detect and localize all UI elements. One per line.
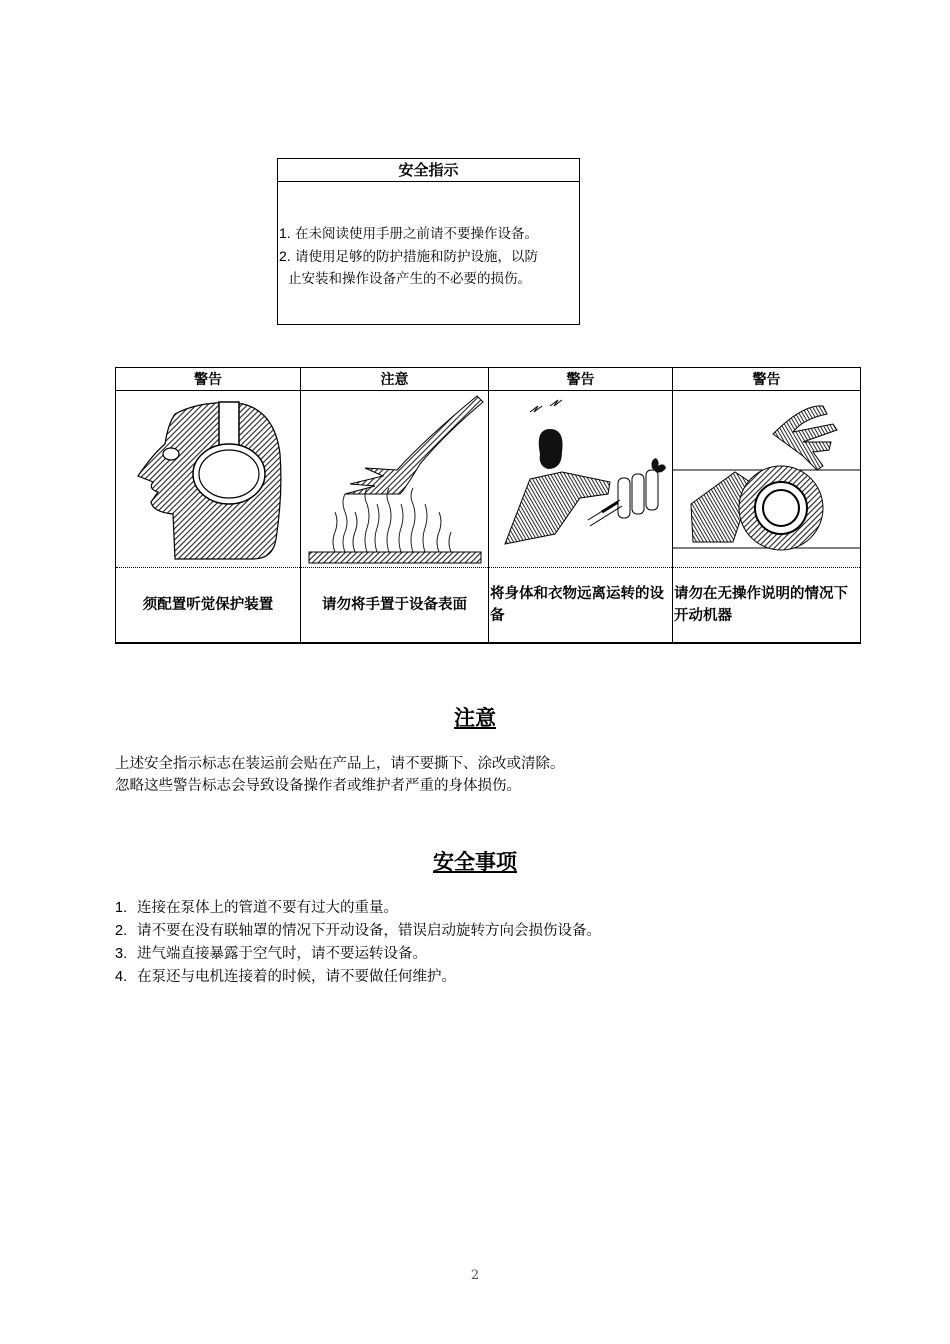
safety-list [115,897,601,989]
list-item: 3. 进气端直接暴露于空气时，请不要运转设备。 [115,946,427,962]
caution-line: 上述安全指示标志在装运前会贴在产品上，请不要撕下、涂改或清除。 [115,756,565,772]
instruction-item-continuation: 止安装和操作设备产生的不必要的损伤。 [288,271,531,287]
list-item: 1. 连接在泵体上的管道不要有过大的重量。 [115,900,398,916]
warning-header: 警告 [489,368,673,391]
hearing-protection-icon [133,394,283,564]
hot-surface-icon [305,394,485,564]
safety-instructions-box [277,158,580,325]
hearing-protection-cell [116,391,301,568]
roller-hand-hazard-icon [673,394,861,564]
caution-text [115,753,565,797]
rotating-machinery-cell [489,391,673,568]
roller-hand-hazard-caption: 请勿在无操作说明的情况下开动机器 [673,568,861,644]
page-number: 2 [470,1268,480,1283]
hearing-protection-caption: 须配置听觉保护装置 [116,568,301,644]
roller-hand-hazard-cell [673,391,861,568]
hot-surface-caption: 请勿将手置于设备表面 [301,568,489,644]
caution-line: 忽略这些警告标志会导致设备操作者或维护者严重的身体损伤。 [115,778,521,794]
caution-heading: 注意 [454,706,496,730]
warning-header: 警告 [673,368,861,391]
hot-surface-cell [301,391,489,568]
safety-heading: 安全事项 [433,850,517,874]
safety-instructions-body [278,182,579,290]
instruction-item: 1. 在未阅读使用手册之前请不要操作设备。 [279,225,538,242]
list-item: 4. 在泵还与电机连接着的时候，请不要做任何维护。 [115,969,456,985]
warning-signs-table [115,367,861,644]
list-item: 2. 请不要在没有联轴罩的情况下开动设备，错误启动旋转方向会损伤设备。 [115,923,601,939]
warning-header: 警告 [116,368,301,391]
instruction-item: 2. 请使用足够的防护措施和防护设施，以防 [279,248,538,265]
rotating-machinery-caption: 将身体和衣物远离运转的设备 [489,568,673,644]
rotating-machinery-icon [490,394,672,564]
safety-instructions-title: 安全指示 [278,159,579,182]
caution-header: 注意 [301,368,489,391]
